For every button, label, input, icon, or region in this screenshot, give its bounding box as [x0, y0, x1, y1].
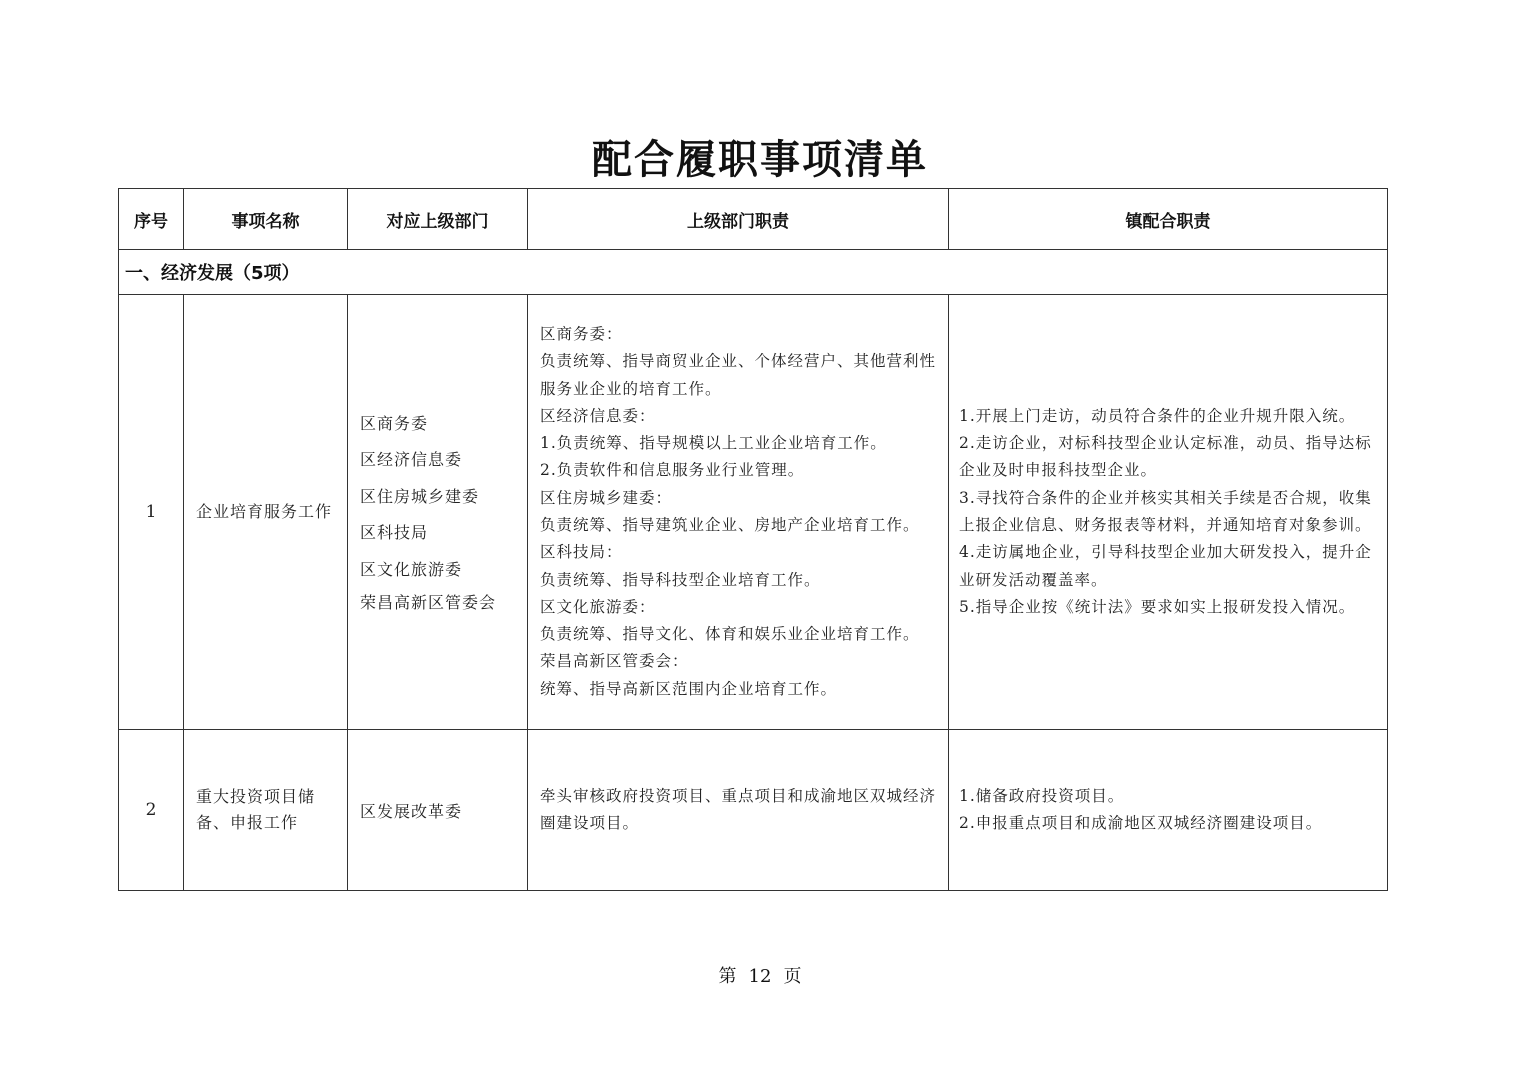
dept-item: 区文化旅游委: [360, 559, 463, 579]
duty-line: 荣昌高新区管委会：: [540, 652, 689, 671]
town-line: 1.开展上门走访，动员符合条件的企业升规升限入统。: [959, 406, 1356, 425]
town-line: 5.指导企业按《统计法》要求如实上报研发投入情况。: [959, 597, 1356, 616]
header-row: [119, 189, 1388, 250]
table-row: [119, 295, 1388, 730]
footer-suffix: 页: [783, 966, 802, 987]
duty-line: 区科技局：: [540, 543, 623, 562]
dept-item: 荣昌高新区管委会: [360, 593, 497, 613]
footer-prefix: 第: [718, 966, 737, 987]
duty-line: 2.负责软件和信息服务业行业管理。: [540, 461, 805, 480]
row-duty: [528, 295, 949, 730]
duty-line: 负责统筹、指导商贸业企业、个体经营户、其他营利性服务业企业的培育工作。: [540, 352, 937, 398]
header-no: 序号: [119, 189, 184, 250]
row-town: [949, 730, 1388, 891]
row-name: 重大投资项目储备、申报工作: [184, 730, 348, 891]
duty-line: 统筹、指导高新区范围内企业培育工作。: [540, 679, 838, 698]
header-name: 事项名称: [184, 189, 348, 250]
dept-item: 区发展改革委: [360, 801, 463, 821]
town-line: 4.走访属地企业，引导科技型企业加大研发投入，提升企业研发活动覆盖率。: [959, 543, 1372, 589]
town-line: 3.寻找符合条件的企业并核实其相关手续是否合规，收集上报企业信息、财务报表等材料，并通知培育对象参训。: [959, 488, 1372, 534]
row-duty: [528, 730, 949, 891]
duty-line: 区商务委：: [540, 324, 623, 343]
table-row: [119, 730, 1388, 891]
row-depts: [348, 295, 528, 730]
duty-line: 负责统筹、指导建筑业企业、房地产企业培育工作。: [540, 516, 920, 534]
row-no: 1: [119, 295, 184, 730]
row-town: [949, 295, 1388, 730]
page-footer: [0, 962, 1520, 988]
duty-line: 1.负责统筹、指导规模以上工业企业培育工作。: [540, 434, 887, 453]
dept-item: 区科技局: [360, 523, 429, 543]
duty-line: 牵头审核政府投资项目、重点项目和成渝地区双城经济圈建设项目。: [540, 786, 937, 832]
town-line: 1.储备政府投资项目。: [959, 786, 1125, 805]
duty-line: 负责统筹、指导科技型企业培育工作。: [540, 570, 821, 589]
dept-item: 区住房城乡建委: [360, 486, 480, 506]
town-line: 2.走访企业，对标科技型企业认定标准，动员、指导达标企业及时申报科技型企业。: [959, 434, 1372, 480]
section-row: [119, 250, 1388, 295]
row-depts: [348, 730, 528, 891]
section-title: 一、经济发展（5项）: [119, 250, 1388, 295]
row-name: 企业培育服务工作: [184, 295, 348, 730]
town-line: 2.申报重点项目和成渝地区双城经济圈建设项目。: [959, 814, 1323, 832]
duty-line: 负责统筹、指导文化、体育和娱乐业企业培育工作。: [540, 625, 920, 644]
dept-item: 区经济信息委: [360, 450, 463, 470]
header-dept: 对应上级部门: [348, 189, 528, 250]
duty-line: 区住房城乡建委：: [540, 488, 673, 507]
header-town: 镇配合职责: [949, 189, 1388, 250]
header-duty: 上级部门职责: [528, 189, 949, 250]
page-title: 配合履职事项清单: [592, 136, 928, 183]
duty-table: [118, 188, 1388, 891]
page-number: 12: [748, 966, 772, 987]
dept-item: 区商务委: [360, 413, 429, 433]
row-no: 2: [119, 730, 184, 891]
duty-line: 区经济信息委：: [540, 406, 656, 425]
duty-line: 区文化旅游委：: [540, 597, 656, 616]
